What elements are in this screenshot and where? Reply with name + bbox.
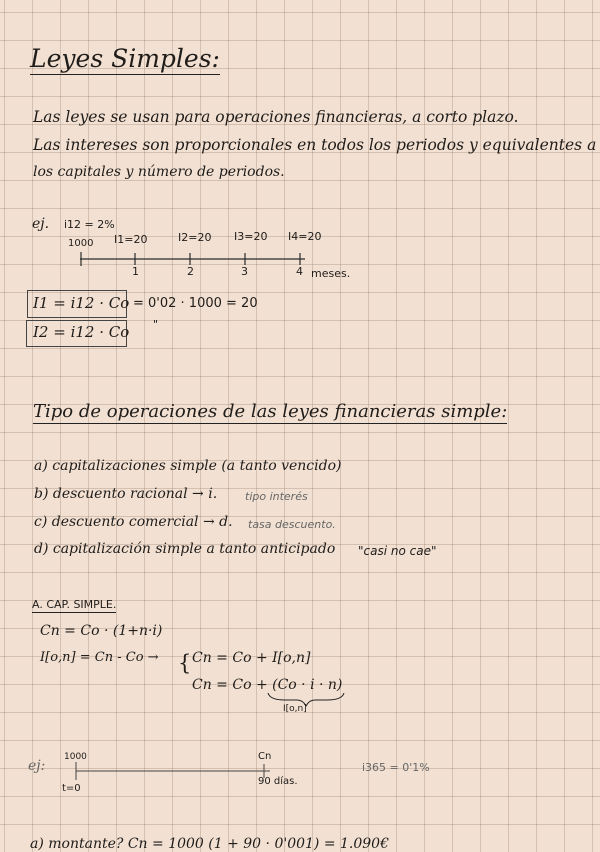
op-item-b: b) descuento racional → i. xyxy=(34,486,218,502)
example2-end-label: Cn xyxy=(258,751,272,762)
interest-4: I4=20 xyxy=(288,230,322,243)
bottom-line: a) montante? Cn = 1000 (1 + 90 · 0'001) = 1.090€ xyxy=(30,836,389,852)
cap-simple-f2-right1: Cn = Co + I[o,n] xyxy=(192,650,311,666)
cap-simple-f2-under: I[o,n] xyxy=(283,704,307,714)
example1-capital: 1000 xyxy=(68,238,94,249)
example2-start-label: t=0 xyxy=(62,783,81,794)
timeline-unit: meses. xyxy=(311,267,351,280)
tick-4: 4 xyxy=(296,265,303,278)
cap-simple-f2-left: I[o,n] = Cn - Co → xyxy=(40,650,159,665)
example1-label: ej. xyxy=(32,216,50,232)
interest-3: I3=20 xyxy=(234,230,268,243)
op-item-d: d) capitalización simple a tanto anticipado xyxy=(34,541,336,557)
example2-rate: i365 = 0'1% xyxy=(362,761,430,774)
tick-1: 1 xyxy=(132,265,139,278)
op-item-a: a) capitalizaciones simple (a tanto vencido) xyxy=(34,458,342,474)
example2-label: ej: xyxy=(28,758,46,774)
interest-2: I2=20 xyxy=(178,231,212,244)
op-item-d-note: "casi no cae" xyxy=(358,544,437,558)
tick-3: 3 xyxy=(241,265,248,278)
intro-line-3: los capitales y número de periodos. xyxy=(33,164,285,180)
op-item-c-note: tasa descuento. xyxy=(248,518,336,531)
intro-line-2: Las intereses son proporcionales en todos los periodos y equivalentes a xyxy=(33,136,597,154)
formula-1-calc: = 0'02 · 1000 = 20 xyxy=(133,296,258,311)
section2-title: Tipo de operaciones de las leyes financieras simple: xyxy=(33,401,508,422)
cap-simple-f1: Cn = Co · (1+n·i) xyxy=(40,623,163,639)
formula-2: I2 = i12 · Co xyxy=(33,323,130,341)
formula-1: I1 = i12 · Co xyxy=(33,294,130,312)
brace: { xyxy=(178,651,192,675)
intro-line-1: Las leyes se usan para operaciones financieras, a corto plazo. xyxy=(33,108,519,126)
ditto-mark: " xyxy=(153,318,159,331)
cap-simple-f2-right2: Cn = Co + (Co · i · n) xyxy=(192,677,343,693)
example2-start-value: 1000 xyxy=(64,752,87,762)
cap-simple-heading: A. CAP. SIMPLE. xyxy=(32,598,117,611)
interest-1: I1=20 xyxy=(114,233,148,246)
op-item-b-note: tipo interés xyxy=(245,490,308,503)
tick-2: 2 xyxy=(187,265,194,278)
page-title: Leyes Simples: xyxy=(30,44,220,73)
op-item-c: c) descuento comercial → d. xyxy=(34,514,233,530)
example1-rate: i12 = 2% xyxy=(64,218,115,231)
example2-end-days: 90 días. xyxy=(258,776,298,787)
